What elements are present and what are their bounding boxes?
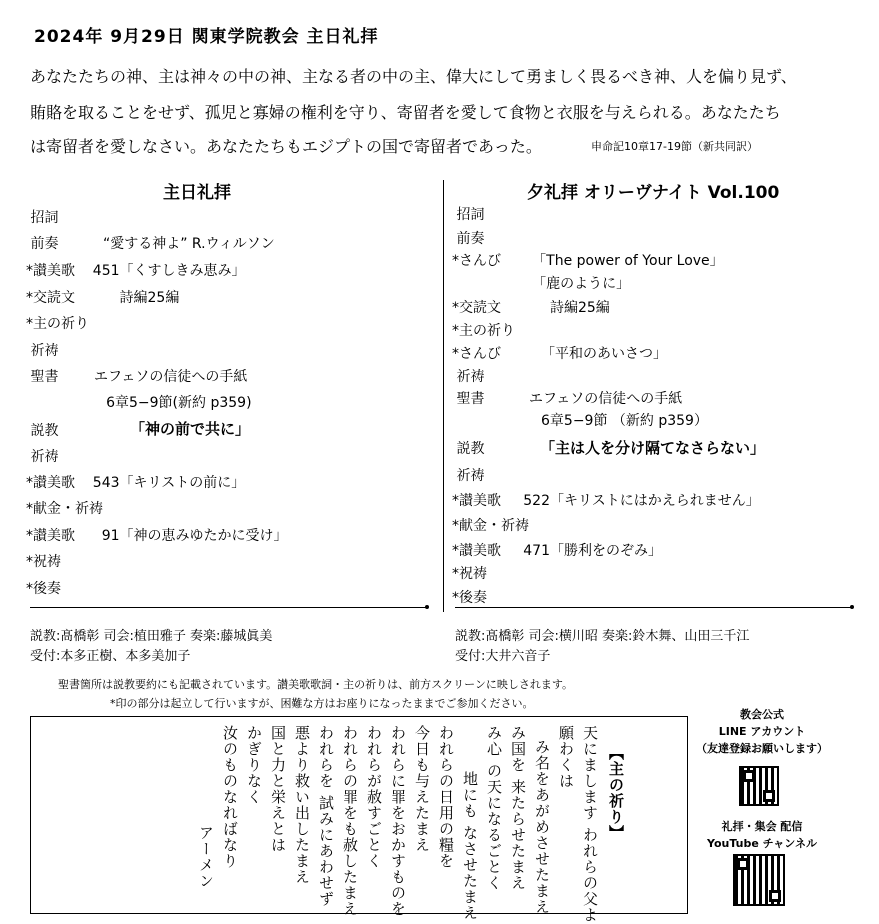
evening-order-item: 「鹿のように」: [452, 276, 631, 292]
line-subtitle: LINE アカウント: [718, 725, 806, 738]
morning-order-item: 6章5−9節(新約 p359): [26, 395, 252, 411]
morning-order-item: 招詞: [26, 210, 59, 226]
prayer-line: 天にまします われらの父よ: [581, 725, 599, 923]
morning-order-item: *交読文 詩編25編: [26, 290, 180, 306]
morning-order-item: 聖書 エフェソの信徒への手紙: [26, 369, 248, 385]
note-line-1: 聖書箇所は説教要約にも記載されています。讃美歌歌詞・主の祈りは、前方スクリーンに映しされます。: [58, 678, 574, 691]
evening-separator: [455, 607, 851, 608]
note-line-2: *印の部分は起立して行いますが、困難な方はお座りになったままでご参加ください。: [110, 697, 534, 710]
prayer-title: 【主の祈り】: [607, 745, 625, 841]
prayer-line: われらに罪をおかすものを: [389, 725, 407, 917]
evening-order-item: *祝祷: [452, 566, 487, 582]
verse-reference: 申命記10章17-19節（新共同訳）: [591, 140, 758, 153]
prayer-line: アーメン: [197, 825, 215, 889]
evening-order-item: *交読文 詩編25編: [452, 300, 610, 316]
morning-order-item: *後奏: [26, 581, 61, 597]
morning-order-item: *主の祈り: [26, 316, 89, 332]
evening-reception: 受付:大井六音子: [455, 649, 551, 664]
prayer-line: み心 の天になるごとく: [485, 725, 503, 891]
line-title: 教会公式: [740, 708, 784, 721]
prayer-line: われらを 試みにあわせず: [317, 725, 335, 907]
morning-order-item: 説教: [26, 423, 59, 439]
verse-line-2: 賄賂を取ることをせず、孤児と寡婦の権利を守り、寄留者を愛して食物と衣服を与えられる。あなたたち: [30, 103, 781, 122]
evening-separator-dot: [850, 605, 854, 609]
morning-staff: 説教:髙橋彰 司会:植田雅子 奏楽:藤城眞美: [30, 629, 273, 644]
prayer-line: 今日も与えたまえ: [413, 725, 431, 853]
prayer-line: 願わくは: [557, 725, 575, 789]
prayer-line: 汝のものなればなり: [221, 725, 239, 869]
evening-order-item: *讃美歌 471「勝利をのぞみ」: [452, 543, 662, 559]
morning-order-item: 前奏 “愛する神よ” R.ウィルソン: [26, 236, 275, 252]
line-qr-code[interactable]: [739, 766, 779, 806]
morning-order-item: *献金・祈祷: [26, 501, 103, 517]
prayer-line: われらの罪をも赦したまえ: [341, 725, 359, 917]
prayer-line: われらの日用の糧を: [437, 725, 455, 869]
prayer-line: 国と力と栄えとは: [269, 725, 287, 853]
evening-order-item: 説教: [452, 441, 485, 457]
evening-staff: 説教:髙橋彰 司会:横川昭 奏楽:鈴木舞、山田三千江: [455, 629, 750, 644]
evening-order-item: *讃美歌 522「キリストにはかえられません」: [452, 493, 760, 509]
page-title: 2024年 9月29日 関東学院教会 主日礼拝: [34, 27, 379, 47]
youtube-title: 礼拝・集会 配信: [721, 820, 803, 833]
evening-order-item: *さんび 「The power of Your Love」: [452, 253, 724, 269]
morning-separator: [30, 607, 426, 608]
morning-separator-dot: [425, 605, 429, 609]
evening-order-item: 聖書 エフェソの信徒への手紙: [452, 391, 683, 407]
prayer-line: 悪より救い出したまえ: [293, 725, 311, 885]
evening-title: 夕礼拝 オリーヴナイト Vol.100: [527, 183, 780, 203]
evening-order-item: 祈祷: [452, 369, 485, 385]
prayer-line: み名をあがめさせたまえ: [533, 739, 551, 915]
evening-order-item: 6章5−9節 （新約 p359）: [452, 413, 708, 429]
evening-order-item: 前奏: [452, 231, 485, 247]
morning-sermon-title: 「神の前で共に」: [130, 420, 251, 438]
evening-order-item: *後奏: [452, 590, 487, 606]
morning-title: 主日礼拝: [163, 183, 231, 203]
verse-line-3: は寄留者を愛しなさい。あなたたちもエジプトの国で寄留者であった。: [30, 137, 542, 156]
morning-order-item: *讃美歌 543「キリストの前に」: [26, 475, 246, 491]
prayer-line: 地にも なさせたまえ: [461, 771, 479, 921]
morning-order-item: 祈祷: [26, 449, 59, 465]
column-divider: [443, 180, 444, 612]
prayer-line: かぎりなく: [245, 725, 263, 805]
morning-order-item: *祝祷: [26, 554, 61, 570]
morning-order-item: *讃美歌 91「神の恵みゆたかに受け」: [26, 528, 288, 544]
verse-line-1: あなたたちの神、主は神々の中の神、主なる者の中の主、偉大にして勇ましく畏るべき神、人を偏り見ず、: [30, 67, 797, 86]
evening-order-item: 招詞: [452, 207, 485, 223]
morning-order-item: 祈祷: [26, 343, 59, 359]
evening-order-item: *さんび 「平和のあいさつ」: [452, 346, 668, 362]
morning-reception: 受付:本多正樹、本多美加子: [30, 649, 191, 664]
prayer-line: み国を 来たらせたまえ: [509, 725, 527, 891]
evening-order-item: 祈祷: [452, 468, 485, 484]
morning-order-item: *讃美歌 451「くすしきみ恵み」: [26, 263, 246, 279]
evening-sermon-title: 「主は人を分け隔てなさらない」: [540, 439, 766, 457]
youtube-qr-code[interactable]: [733, 854, 785, 906]
evening-order-item: *献金・祈祷: [452, 518, 529, 534]
lords-prayer-box: [30, 716, 688, 923]
prayer-line: われらが赦すごとく: [365, 725, 383, 869]
line-note: （友達登録お願いします）: [696, 742, 828, 755]
youtube-subtitle: YouTube チャンネル: [707, 837, 817, 850]
evening-order-item: *主の祈り: [452, 323, 515, 339]
